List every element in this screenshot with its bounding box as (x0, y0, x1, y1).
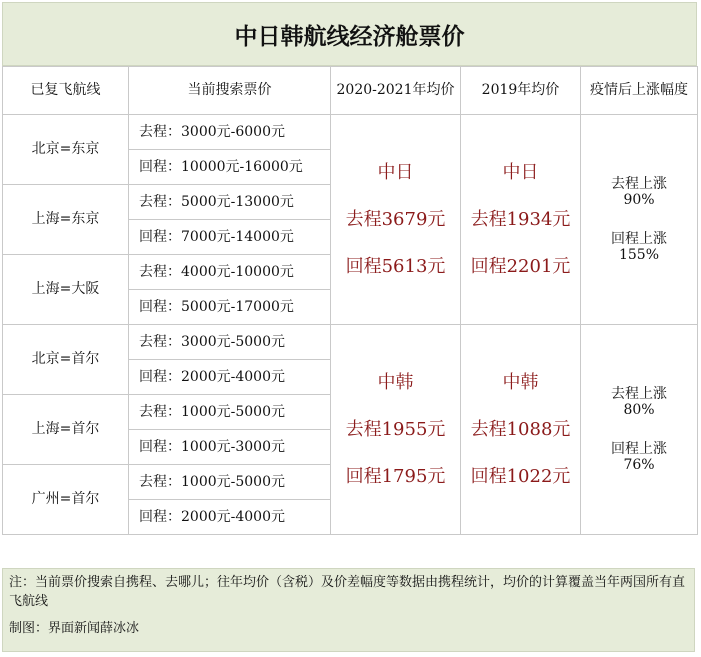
avg-return: 回程1022元 (470, 466, 571, 487)
header-rise: 疫情后上涨幅度 (581, 67, 698, 115)
avg-outbound: 去程3679元 (345, 209, 446, 230)
avg-outbound: 去程1088元 (470, 419, 571, 440)
fare-outbound: 去程：3000元-6000元 (129, 115, 331, 150)
pair-label: 中日 (502, 162, 539, 183)
header-row (3, 67, 698, 115)
table-row (3, 115, 698, 150)
rise-cell (581, 325, 698, 535)
rise-return-value: 155% (618, 246, 660, 263)
rise-cell (581, 115, 698, 325)
fare-return: 回程：10000元-16000元 (129, 150, 331, 185)
fare-outbound: 去程：4000元-10000元 (129, 255, 331, 290)
header-avg-2020-2021: 2020-2021年均价 (331, 67, 461, 115)
rise-outbound-label: 去程上涨 (611, 176, 667, 193)
avg-outbound: 去程1955元 (345, 419, 446, 440)
fare-return: 回程：7000元-14000元 (129, 220, 331, 255)
route-name: 广州=首尔 (3, 465, 129, 535)
footnote (2, 568, 695, 652)
rise-return-label: 回程上涨 (611, 440, 667, 457)
rise-return-label: 回程上涨 (611, 230, 667, 247)
fare-table (2, 66, 698, 535)
route-name: 上海=东京 (3, 185, 129, 255)
rise-outbound-label: 去程上涨 (611, 386, 667, 403)
route-name: 上海=首尔 (3, 395, 129, 465)
table-title: 中日韩航线经济舱票价 (2, 2, 697, 66)
rise-outbound-value: 80% (623, 402, 655, 419)
route-name: 北京=东京 (3, 115, 129, 185)
fare-outbound: 去程：1000元-5000元 (129, 395, 331, 430)
header-current: 当前搜索票价 (129, 67, 331, 115)
avg-return: 回程5613元 (345, 256, 446, 277)
footnote-text: 注：当前票价搜索自携程、去哪儿；往年均价（含税）及价差幅度等数据由携程统计，均价的计算覆盖当年两国所有直飞航线 (9, 575, 686, 609)
fare-outbound: 去程：3000元-5000元 (129, 325, 331, 360)
fare-outbound: 去程：1000元-5000元 (129, 465, 331, 500)
avg-outbound: 去程1934元 (470, 209, 571, 230)
header-avg-2019: 2019年均价 (461, 67, 581, 115)
avg-2020-2021-cell (331, 115, 461, 325)
route-name: 北京=首尔 (3, 325, 129, 395)
rise-outbound-value: 90% (623, 192, 655, 209)
avg-2020-2021-cell (331, 325, 461, 535)
table-row (3, 325, 698, 360)
rise-return-value: 76% (623, 456, 655, 473)
avg-return: 回程1795元 (345, 466, 446, 487)
credit-line: 制图：界面新闻薛冰冰 (9, 621, 140, 636)
pair-label: 中日 (377, 162, 414, 183)
avg-2019-cell (461, 325, 581, 535)
fare-outbound: 去程：5000元-13000元 (129, 185, 331, 220)
fare-return: 回程：2000元-4000元 (129, 500, 331, 535)
pair-label: 中韩 (502, 372, 539, 393)
avg-2019-cell (461, 115, 581, 325)
header-route: 已复飞航线 (3, 67, 129, 115)
route-name: 上海=大阪 (3, 255, 129, 325)
fare-return: 回程：1000元-3000元 (129, 430, 331, 465)
avg-return: 回程2201元 (470, 256, 571, 277)
fare-return: 回程：5000元-17000元 (129, 290, 331, 325)
pair-label: 中韩 (377, 372, 414, 393)
fare-return: 回程：2000元-4000元 (129, 360, 331, 395)
